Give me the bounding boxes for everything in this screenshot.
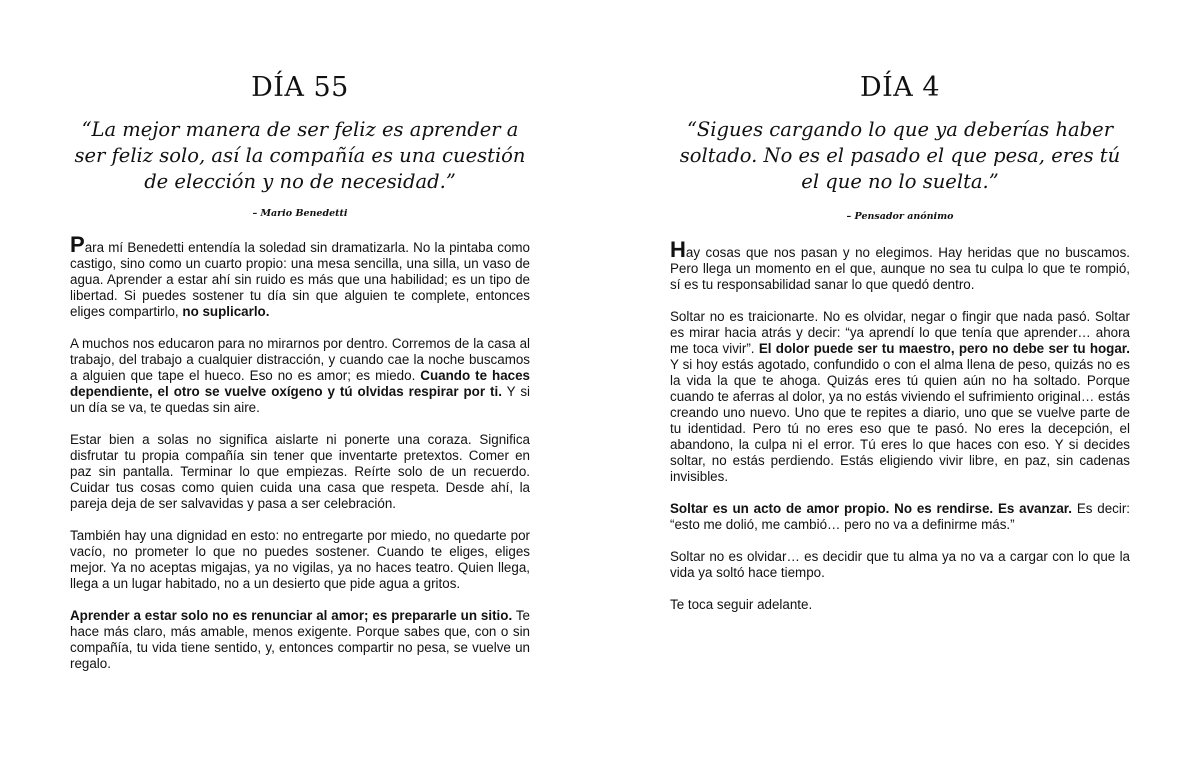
- paragraph-text: Soltar no es olvidar… es decidir que tu alma ya no va a cargar con lo que la vida ya soltó hace tiempo.: [670, 549, 1130, 580]
- paragraph-text: También hay una dignidad en esto: no entregarte por miedo, no quedarte por vacío, no prometer lo que no puedes sostener. Cuando te eliges, eliges mejor. Ya no aceptas migajas, ya no vigilas, ya no haces teatro. Quien llega, llega a un lugar habitado, no a un desierto que pide agua a gritos.: [70, 528, 530, 591]
- body-text: [670, 237, 1131, 629]
- paragraph: [670, 549, 1130, 581]
- paragraph: [70, 336, 530, 416]
- paragraph: [670, 309, 1130, 485]
- paragraph-bold-text: Cuando te haces dependiente, el otro se vuelve oxígeno y tú olvidas respirar por ti.: [70, 368, 530, 399]
- quote-author: – Mario Benedetti: [252, 208, 348, 219]
- drop-cap: H: [670, 237, 686, 262]
- paragraph-text: Y si hoy estás agotado, confundido o con el alma llena de peso, quizás no es la vida la que te ahoga. Quizás eres tú quien aún no ha soltado. Porque cuando te aferras al dolor, ya no estás viviendo el sufrimiento original… estás creando uno nuevo. Uno que te repites a diario, uno que se vuelve parte de tu identidad. Pero tú no eres eso que te pasó. No eres la decepción, el abandono, la culpa ni el error. Tú eres lo que haces con eso. Y si decides soltar, no estás perdiendo. Estás eligiendo vivir libre, en paz, sin cadenas invisibles.: [670, 357, 1130, 484]
- paragraph: [70, 232, 530, 320]
- quote-author: – Pensador anónimo: [846, 211, 954, 222]
- paragraph-bold-text: no suplicarlo.: [182, 304, 270, 319]
- paragraph-text: Y si un día se va, te quedas sin aire.: [70, 384, 530, 415]
- paragraph: [670, 501, 1130, 533]
- day-title: DÍA 55: [251, 72, 349, 103]
- day-title: DÍA 4: [859, 72, 941, 103]
- paragraph-text: Te hace más claro, más amable, menos exigente. Porque sabes que, con o sin compañía, tu vida tiene sentido, y, entonces compartir no pesa, se vuelve un regalo.: [70, 608, 530, 671]
- quote: “Sigues cargando lo que ya deberías haber soltado. No es el pasado el que pesa, eres tú el que no lo suelta.”: [679, 118, 1121, 193]
- paragraph-text: Soltar no es traicionarte. No es olvidar, negar o fingir que nada pasó. Soltar es mirar hacia atrás y decir: “ya aprendí lo que tenía que aprender… ahora me toca vivir”.: [670, 309, 1130, 356]
- paragraph-bold-text: Aprender a estar solo no es renunciar al amor; es prepararle un sitio.: [70, 608, 513, 623]
- right-page: [670, 0, 1130, 776]
- paragraph-bold-text: El dolor puede ser tu maestro, pero no debe ser tu hogar.: [758, 341, 1130, 356]
- paragraph-text: Te toca seguir adelante.: [670, 597, 813, 612]
- paragraph-text: ara mí Benedetti entendía la soledad sin dramatizarla. No la pintaba como castigo, sino como un cuarto propio: una mesa sencilla, una silla, un vaso de agua. Aprender a estar ahí sin ruido es más que una habilidad; es un tipo de libertad. Si puedes sostener tu día sin que alguien te complete, entonces eliges compartirlo,: [70, 240, 530, 319]
- paragraph: [70, 608, 530, 672]
- paragraph: [670, 237, 1130, 293]
- drop-cap: P: [70, 232, 85, 257]
- paragraph-text: Estar bien a solas no significa aislarte ni ponerte una coraza. Significa disfrutar tu propia compañía sin tener que inventarte pretextos. Comer en paz sin pantalla. Terminar lo que empiezas. Reírte solo de un recuerdo. Cuidar tus cosas como quien cuida una casa que respeta. Desde ahí, la pareja deja de ser salvavidas y pasa a ser celebración.: [70, 432, 530, 511]
- left-page: [70, 0, 530, 776]
- paragraph-bold-text: Soltar es un acto de amor propio. No es rendirse. Es avanzar.: [670, 501, 1072, 516]
- paragraph: [70, 432, 530, 512]
- quote: “La mejor manera de ser feliz es aprender a ser feliz solo, así la compañía es una cuestión de elección y no de necesidad.”: [74, 118, 526, 193]
- paragraph-text: A muchos nos educaron para no mirarnos por dentro. Corremos de la casa al trabajo, del trabajo a cualquier distracción, y cuando cae la noche buscamos a alguien que tape el hueco. Eso no es amor; es miedo.: [70, 336, 530, 383]
- paragraph-text: Es decir: “esto me dolió, me cambió… pero no va a definirme más.”: [670, 501, 1131, 532]
- body-text: [70, 232, 530, 688]
- paragraph: [70, 528, 530, 592]
- paragraph-text: ay cosas que nos pasan y no elegimos. Hay heridas que no buscamos. Pero llega un momento en el que, aunque no sea tu culpa lo que te rompió, sí es tu responsabilidad sanar lo que quedó dentro.: [670, 245, 1130, 292]
- paragraph: [670, 597, 1130, 613]
